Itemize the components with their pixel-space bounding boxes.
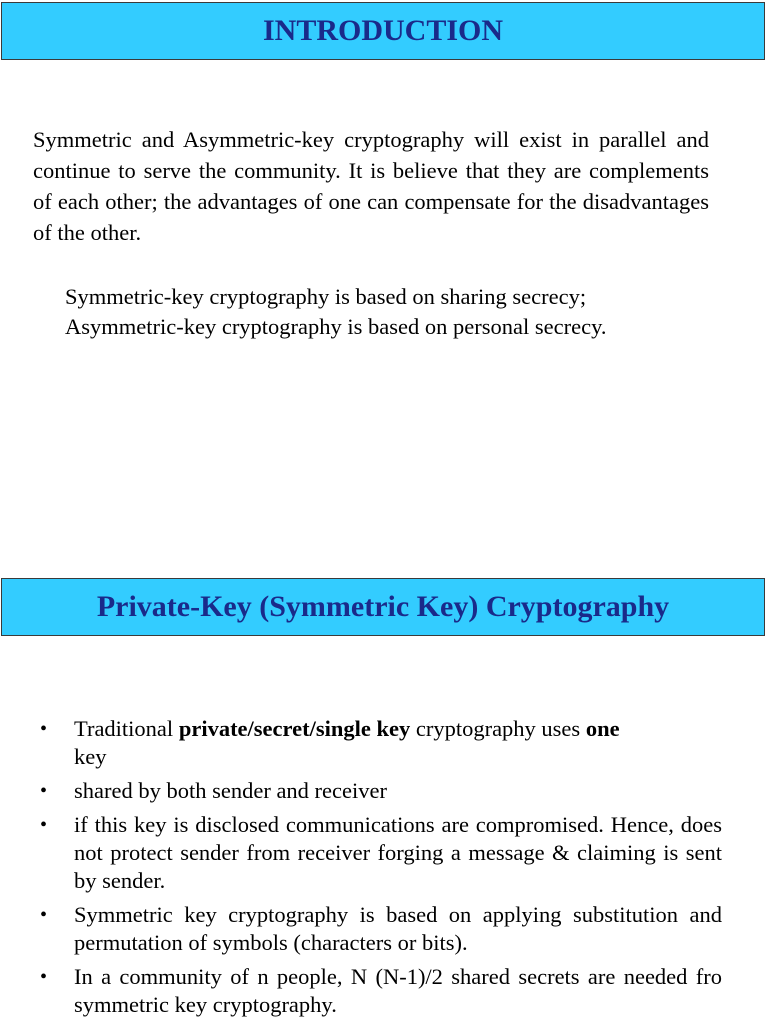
bullet-icon: • [40, 966, 48, 988]
list-item [40, 777, 722, 805]
slide-title-bar [1, 578, 765, 636]
slide-private-key [0, 574, 768, 1024]
bullet-icon: • [40, 718, 48, 740]
list-item [40, 901, 722, 957]
list-item [40, 963, 722, 1019]
bullet-text: shared by both sender and receiver [74, 778, 387, 803]
slide-title: INTRODUCTION [262, 14, 504, 47]
bullet-text: if this key is disclosed communications are compromised. Hence, does not protect sender from receiver forging a message & claiming is sent by sender. [74, 812, 722, 893]
slide-title-bar [1, 2, 765, 60]
slide-title: Private-Key (Symmetric Key) Cryptography [96, 590, 670, 623]
bullet-text: Symmetric key cryptography is based on applying substitution and permutation of symbols (characters or bits). [74, 902, 722, 955]
bullet-bold-text: private/secret/single key [178, 716, 411, 741]
list-item [40, 811, 722, 895]
slide-introduction [0, 0, 768, 512]
bullet-text: In a community of n people, N (N-1)/2 shared secrets are needed fro symmetric key cryptography. [74, 964, 722, 1017]
list-item [40, 715, 722, 771]
bullet-icon: • [40, 780, 48, 802]
intro-paragraph: Symmetric and Asymmetric-key cryptography will exist in parallel and continue to serve the community. It is believe that they are complements of each other; the advantages of one can compensate for the disadvantages of the other. [33, 127, 709, 245]
bullet-text: key [74, 744, 107, 769]
bullet-text: Traditional [74, 716, 179, 741]
bullet-icon: • [40, 814, 48, 836]
secrecy-line-symmetric: Symmetric-key cryptography is based on sharing secrecy; [65, 284, 587, 309]
bullet-bold-text: one [585, 716, 620, 741]
bullet-icon: • [40, 904, 48, 926]
bullet-text: cryptography uses [410, 716, 586, 741]
secrecy-statements [65, 282, 745, 342]
secrecy-line-asymmetric: Asymmetric-key cryptography is based on personal secrecy. [65, 314, 607, 339]
bullet-list [40, 715, 722, 1025]
